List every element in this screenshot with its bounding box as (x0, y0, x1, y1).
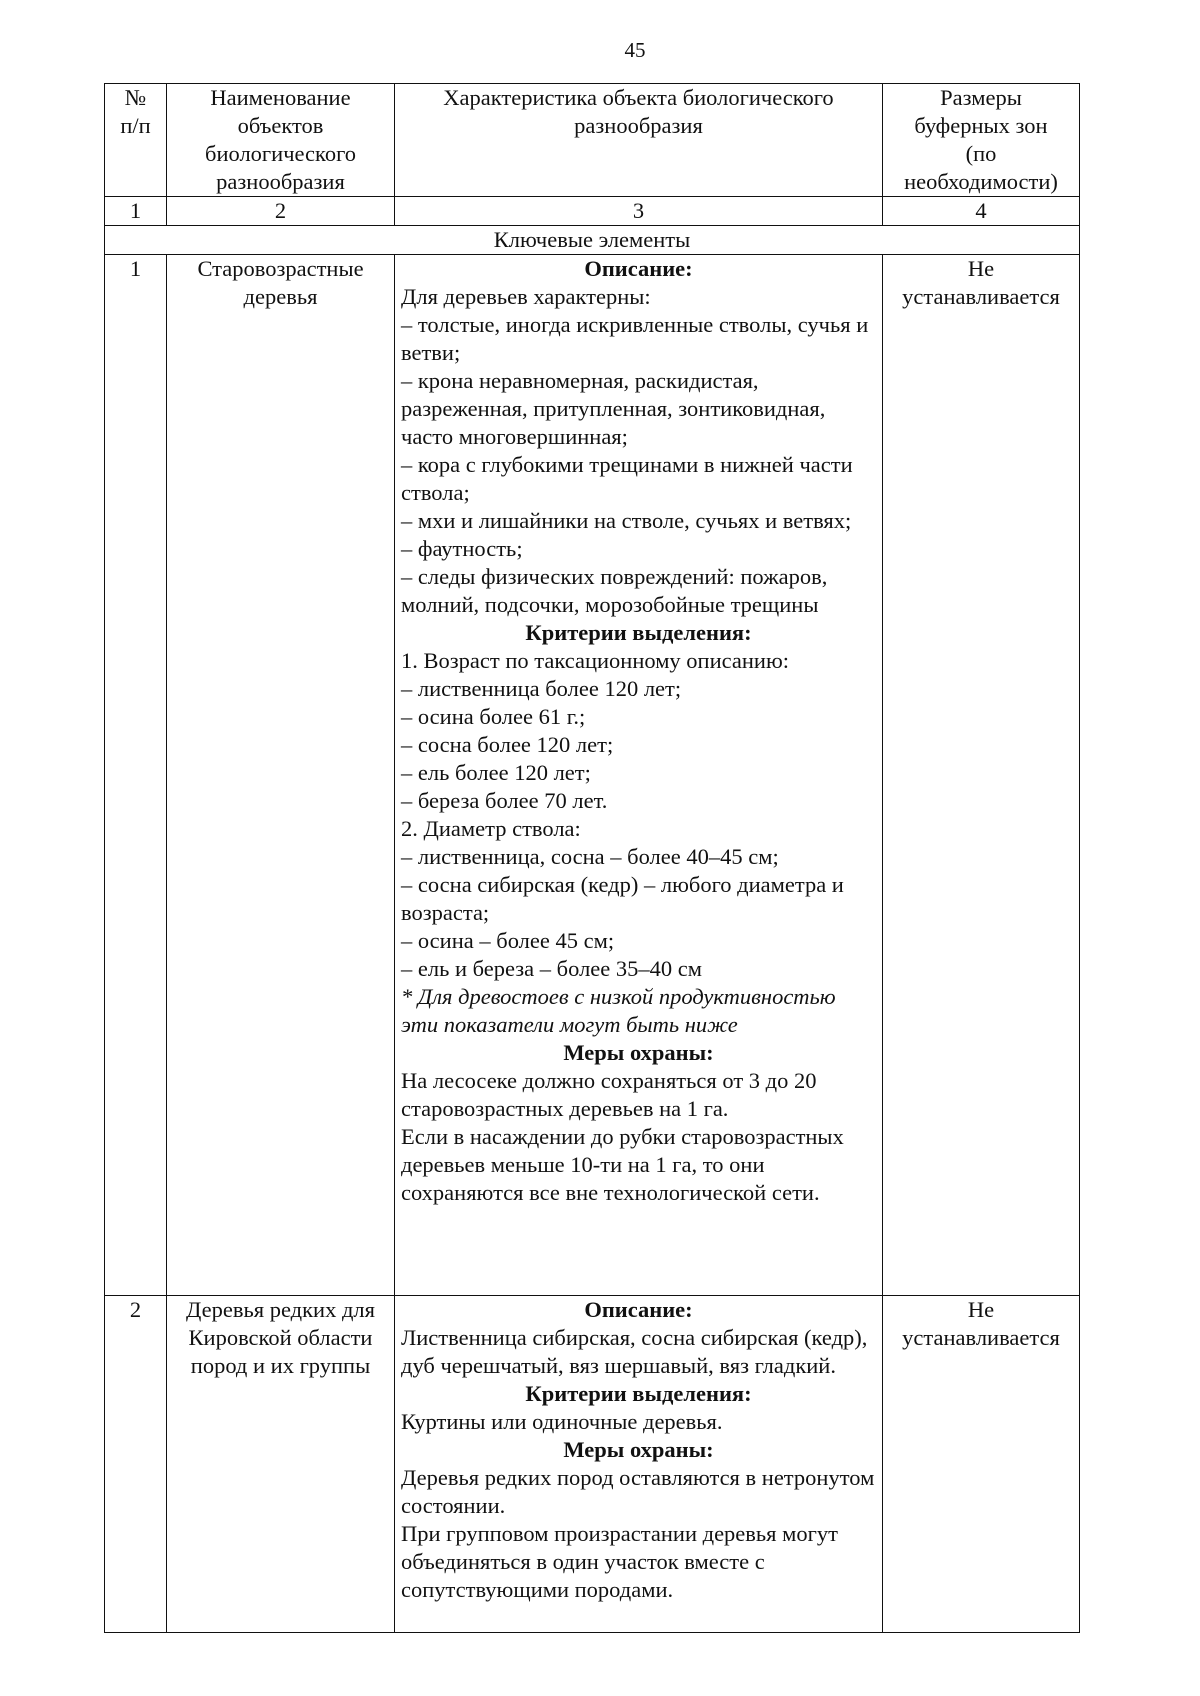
criteria-line: – лиственница более 120 лет; (401, 676, 682, 701)
section-title: Ключевые элементы (105, 226, 1080, 255)
description-line: Для деревьев характерны: (401, 284, 651, 309)
object-name: Деревья редких для Кировской области пород и их группы (167, 1296, 395, 1633)
header-buffer-zones: Размеры буферных зон (по необходимости) (883, 84, 1080, 197)
row-number: 1 (105, 255, 167, 1296)
criteria-line: – береза более 70 лет. (401, 788, 608, 813)
criteria-line: – ель и береза – более 35–40 см (401, 956, 702, 981)
object-name: Старовозрастные деревья (167, 255, 395, 1296)
description-line: – кора с глубокими трещинами в нижней части ствола; (401, 452, 853, 505)
description-line: – толстые, иногда искривленные стволы, сучья и ветви; (401, 312, 869, 365)
table-header-row (105, 84, 1080, 197)
criteria-line: – осина более 61 г.; (401, 704, 586, 729)
column-number: 2 (167, 197, 395, 226)
criteria-line: 2. Диаметр ствола: (401, 816, 581, 841)
measures-line: На лесосеке должно сохраняться от 3 до 20 старовозрастных деревьев на 1 га. (401, 1068, 817, 1121)
header-characteristic: Характеристика объекта биологического разнообразия (395, 84, 883, 197)
buffer-zone-size: Не устанавливается (883, 1296, 1080, 1633)
column-number: 4 (883, 197, 1080, 226)
criteria-line: Куртины или одиночные деревья. (401, 1409, 723, 1434)
description-heading: Описание: (584, 256, 693, 281)
description-line: – следы физических повреждений: пожаров, молний, подсочки, морозобойные трещины (401, 564, 828, 617)
object-characteristic (395, 255, 883, 1296)
description-line: – фаутность; (401, 536, 523, 561)
section-row (105, 226, 1080, 255)
criteria-line: – лиственница, сосна – более 40–45 см; (401, 844, 779, 869)
measures-heading: Меры охраны: (563, 1040, 714, 1065)
description-line: – мхи и лишайники на стволе, сучьях и ветвях; (401, 508, 852, 533)
header-name: Наименование объектов биологического разнообразия (167, 84, 395, 197)
measures-line: При групповом произрастании деревья могут объединяться в один участок вместе с сопутствующими породами. (401, 1521, 838, 1602)
column-number: 1 (105, 197, 167, 226)
measures-line: Если в насаждении до рубки старовозрастных деревьев меньше 10-ти на 1 га, то они сохраняются все вне технологической сети. (401, 1124, 844, 1205)
description-line: – крона неравномерная, раскидистая, разреженная, притупленная, зонтиковидная, часто многовершинная; (401, 368, 826, 449)
row-number: 2 (105, 1296, 167, 1633)
column-numbers-row (105, 197, 1080, 226)
description-line: Лиственница сибирская, сосна сибирская (кедр), дуб черешчатый, вяз шершавый, вяз гладкий. (401, 1325, 868, 1378)
description-heading: Описание: (584, 1297, 693, 1322)
criteria-heading: Критерии выделения: (525, 1381, 752, 1406)
column-number: 3 (395, 197, 883, 226)
criteria-note: * Для древостоев с низкой продуктивностью эти показатели могут быть ниже (401, 984, 836, 1037)
measures-line: Деревья редких пород оставляются в нетронутом состоянии. (401, 1465, 875, 1518)
criteria-line: – ель более 120 лет; (401, 760, 591, 785)
criteria-line: 1. Возраст по таксационному описанию: (401, 648, 790, 673)
table-row (105, 1296, 1080, 1633)
criteria-line: – сосна более 120 лет; (401, 732, 614, 757)
header-number: № п/п (105, 84, 167, 197)
measures-heading: Меры охраны: (563, 1437, 714, 1462)
criteria-line: – осина – более 45 см; (401, 928, 615, 953)
page-number: 45 (624, 38, 646, 62)
criteria-heading: Критерии выделения: (525, 620, 752, 645)
buffer-zone-size: Не устанавливается (883, 255, 1080, 1296)
biodiversity-table (104, 83, 1080, 1633)
table-row (105, 255, 1080, 1296)
object-characteristic (395, 1296, 883, 1633)
criteria-line: – сосна сибирская (кедр) – любого диаметра и возраста; (401, 872, 844, 925)
